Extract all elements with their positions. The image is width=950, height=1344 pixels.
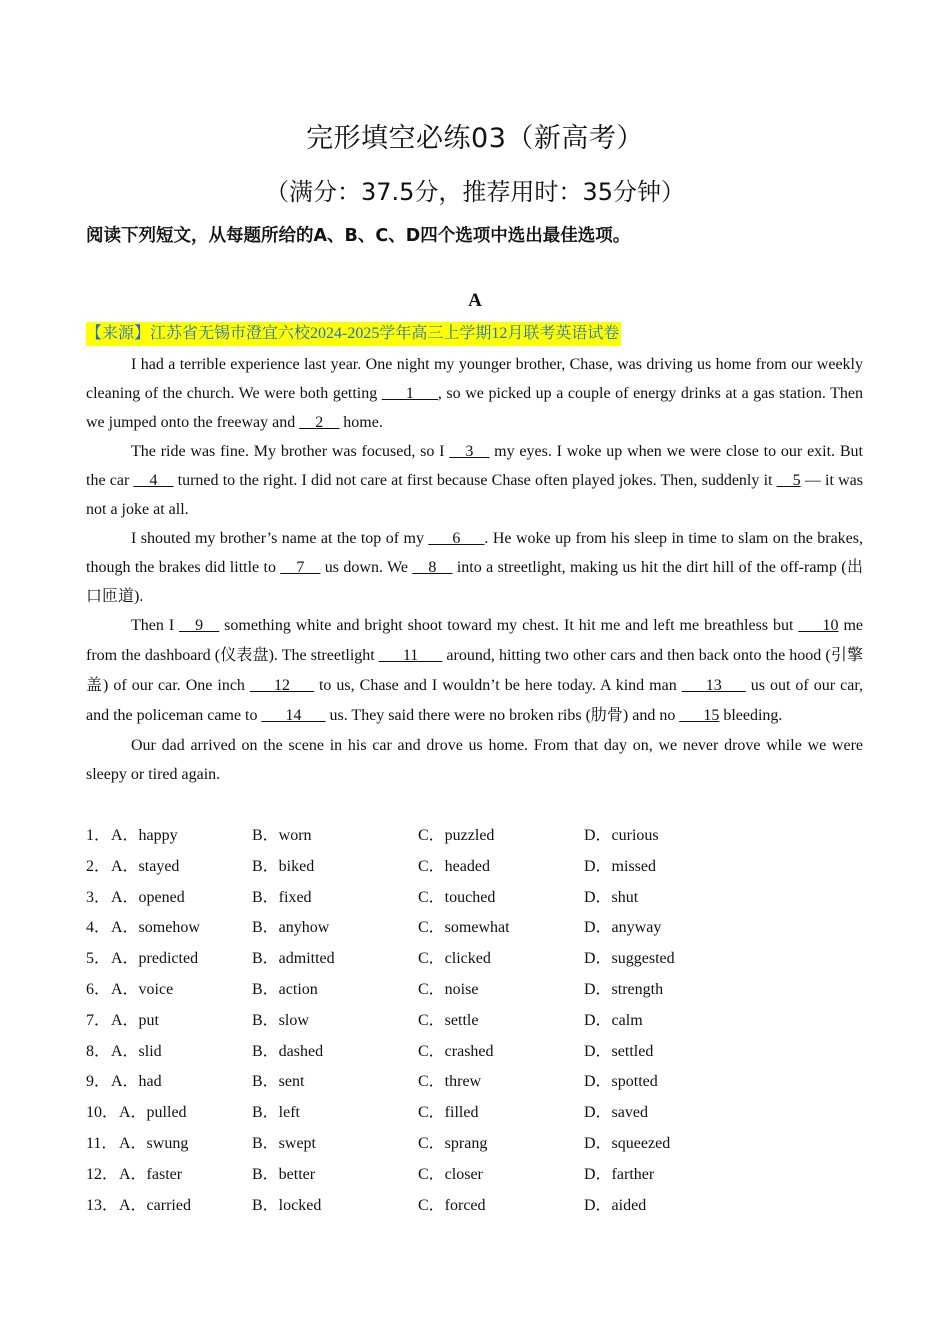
page-subtitle: （满分：37.5分，推荐用时：35分钟） (265, 178, 685, 206)
answer-blank: ___1___ (381, 385, 438, 402)
question-number: 10． (86, 1104, 119, 1122)
options-list (86, 818, 866, 1218)
option-b: B．biked (252, 857, 315, 875)
answer-blank: ___15 (679, 707, 720, 724)
option-d: D．farther (584, 1165, 655, 1183)
option-d: D．aided (584, 1196, 647, 1214)
passage-text: . He woke up from his sleep in time to slam on the brakes, though the brakes did little to (86, 530, 864, 576)
question-row (86, 1095, 866, 1126)
question-number: 3． (86, 888, 111, 906)
answer-blank: __7__ (280, 559, 321, 576)
passage-text: to us, Chase and I wouldn’t be here today. A kind man (313, 677, 682, 694)
question-number: 4． (86, 919, 111, 937)
option-d: D．curious (584, 827, 659, 844)
answer-blank: __2__ (299, 414, 340, 431)
option-d: D．saved (584, 1104, 648, 1122)
question-number: 5． (86, 950, 111, 968)
option-c: C．touched (418, 888, 496, 906)
passage-text: I had a terrible experience last year. One night my younger brother, Chase, was driving us home from our weekly cleaning of the church. We were both getting (86, 356, 863, 402)
question-number: 2． (86, 857, 111, 875)
passage-text: The ride was fine. My brother was focused, so I (131, 443, 450, 460)
option-a: A．voice (111, 980, 174, 998)
answer-blank: ___13___ (681, 677, 746, 694)
option-c: C．settle (418, 1011, 479, 1029)
option-a: A．stayed (111, 857, 180, 875)
passage-text: us. They said there were no broken ribs (肋骨) and no (325, 707, 680, 724)
option-d: D．spotted (584, 1073, 658, 1091)
question-row (86, 972, 866, 1003)
option-a: A．swung (119, 1134, 189, 1152)
question-number: 7． (86, 1011, 111, 1029)
passage-text: home. (339, 414, 383, 431)
option-d: D．missed (584, 857, 657, 875)
answer-blank: ___11___ (378, 647, 443, 664)
question-number: 1． (86, 827, 111, 844)
passage-text: bleeding. (719, 707, 783, 724)
option-a: A．opened (111, 888, 185, 906)
option-d: D．strength (584, 980, 664, 998)
option-c: C．puzzled (418, 827, 495, 844)
question-row (86, 1157, 866, 1188)
passage-text: us out of our car, and the policeman came to (86, 677, 864, 724)
paragraph-3 (86, 524, 863, 611)
passage-text: me from the dashboard (仪表盘). The streetlight (86, 617, 863, 664)
question-row (86, 941, 866, 972)
paragraph-5: Our dad arrived on the scene in his car and drove us home. From that day on, we never drove while we were sleepy or tired again. (86, 737, 863, 783)
question-number: 9． (86, 1073, 111, 1091)
question-row (86, 818, 866, 849)
option-b: B．left (252, 1104, 300, 1122)
paragraph-2 (86, 437, 863, 524)
option-a: A．faster (119, 1165, 183, 1183)
answer-blank: __5 (776, 472, 801, 489)
source-highlight: 【来源】江苏省无锡市澄宜六校2024-2025学年高三上学期12月联考英语试卷 (86, 322, 621, 346)
option-b: B．fixed (252, 888, 312, 906)
option-d: D．shut (584, 888, 639, 906)
option-c: C．headed (418, 857, 490, 875)
option-a: A．carried (119, 1196, 191, 1214)
passage-text: Then I (131, 617, 180, 634)
option-b: B．sent (252, 1073, 305, 1091)
option-b: B．anyhow (252, 919, 330, 937)
passage-text: I shouted my brother’s name at the top of my (131, 530, 429, 547)
option-b: B．better (252, 1165, 316, 1183)
option-c: C．filled (418, 1104, 479, 1122)
option-a: A．put (111, 1011, 160, 1029)
option-a: A．predicted (111, 950, 199, 968)
answer-blank: ___6___ (428, 530, 485, 547)
passage-text: around, hitting two other cars and then back onto the hood (引擎盖) of our car. One inch (86, 647, 863, 694)
paragraph-1 (86, 350, 863, 437)
section-label: A (468, 290, 482, 311)
question-row (86, 1188, 866, 1219)
option-d: D．anyway (584, 919, 662, 937)
option-a: A．had (111, 1073, 162, 1091)
page-title: 完形填空必练03（新高考） (306, 123, 644, 154)
answer-blank: __4__ (133, 472, 174, 489)
passage-text: — it was not a joke at all. (86, 472, 864, 518)
option-c: C．closer (418, 1165, 483, 1183)
option-a: A．slid (111, 1042, 162, 1060)
passage-text: turned to the right. I did not care at first because Chase often played jokes. Then, suddenly it (173, 472, 777, 489)
passage-text: into a streetlight, making us hit the dirt hill of the off-ramp (出口匝道). (86, 559, 864, 605)
option-c: C．somewhat (418, 919, 510, 937)
option-b: B．worn (252, 827, 312, 844)
question-number: 8． (86, 1042, 111, 1060)
option-d: D．calm (584, 1011, 643, 1029)
question-row (86, 910, 866, 941)
option-d: D．suggested (584, 950, 675, 968)
question-row (86, 880, 866, 911)
option-c: C．clicked (418, 950, 491, 968)
answer-blank: ___12___ (249, 677, 314, 694)
passage-text: us down. We (320, 559, 413, 576)
answer-blank: __8__ (412, 559, 453, 576)
option-c: C．forced (418, 1196, 486, 1214)
answer-blank: __3__ (449, 443, 490, 460)
option-d: D．squeezed (584, 1134, 671, 1152)
option-a: A．pulled (119, 1104, 187, 1122)
question-number: 12． (86, 1165, 119, 1183)
passage (86, 350, 863, 789)
question-row (86, 849, 866, 880)
passage-text: my eyes. I woke up when we were close to our exit. But the car (86, 443, 863, 489)
option-a: A．somehow (111, 919, 200, 937)
option-a: A．happy (111, 827, 178, 844)
question-row (86, 1034, 866, 1065)
option-c: C．noise (418, 980, 479, 998)
question-number: 6． (86, 980, 111, 998)
answer-blank: ___10 (798, 617, 839, 634)
option-c: C．crashed (418, 1042, 494, 1060)
answer-blank: __9__ (179, 617, 220, 634)
instruction-text: 阅读下列短文，从每题所给的A、B、C、D四个选项中选出最佳选项。 (86, 226, 631, 246)
option-b: B．dashed (252, 1042, 324, 1060)
answer-blank: ___14___ (261, 707, 326, 724)
question-row (86, 1126, 866, 1157)
option-b: B．slow (252, 1011, 309, 1029)
option-b: B．locked (252, 1196, 322, 1214)
question-number: 11． (86, 1134, 118, 1152)
question-number: 13． (86, 1196, 119, 1214)
passage-text: , so we picked up a couple of energy drinks at a gas station. Then we jumped onto the freeway and (86, 385, 863, 431)
option-c: C．sprang (418, 1134, 488, 1152)
option-b: B．admitted (252, 950, 335, 968)
passage-text: something white and bright shoot toward my chest. It hit me and left me breathless but (219, 617, 799, 634)
paragraph-4 (86, 611, 863, 731)
question-row (86, 1064, 866, 1095)
option-b: B．swept (252, 1134, 317, 1152)
option-b: B．action (252, 980, 318, 998)
question-row (86, 1003, 866, 1034)
option-c: C．threw (418, 1073, 482, 1091)
option-d: D．settled (584, 1042, 654, 1060)
